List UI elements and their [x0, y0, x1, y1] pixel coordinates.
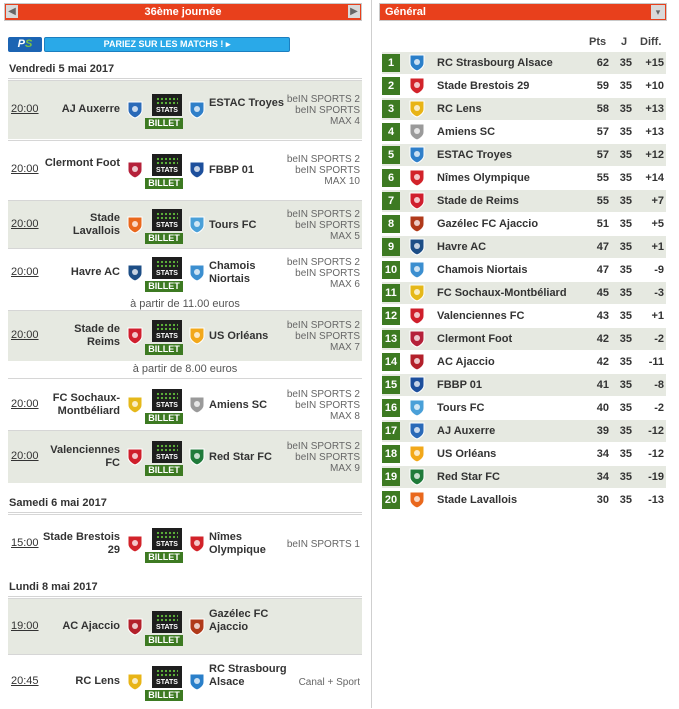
home-team-name[interactable]: AC Ajaccio: [62, 620, 120, 632]
team-points: 57: [596, 126, 609, 138]
match-row: [8, 430, 362, 483]
team-goal-diff: -11: [648, 356, 664, 368]
team-crest-icon: [409, 399, 425, 417]
tv-channel-line: MAX 6: [329, 278, 360, 290]
tv-channels: [287, 441, 360, 474]
standings-dropdown-icon[interactable]: ▾: [651, 5, 665, 19]
billet-button[interactable]: BILLET: [145, 635, 183, 646]
match-time-link[interactable]: 20:00: [11, 450, 39, 462]
team-goal-diff: +5: [651, 218, 664, 230]
team-crest-icon: [409, 123, 425, 141]
away-team-name[interactable]: RC Strasbourg Alsace: [209, 662, 287, 688]
team-played: 35: [619, 356, 632, 368]
team-points: 30: [596, 494, 609, 506]
team-crest-icon: [409, 307, 425, 325]
team-played: 35: [619, 379, 632, 391]
team-goal-diff: -12: [648, 425, 664, 437]
away-team-crest-icon: [189, 327, 205, 345]
tv-channel-line: beIN SPORTS: [295, 164, 360, 176]
team-name[interactable]: Nîmes Olympique: [437, 172, 530, 184]
team-crest-icon: [409, 353, 425, 371]
rank-badge: 12: [382, 307, 400, 325]
team-crest-icon: [409, 422, 425, 440]
rank-badge: 18: [382, 445, 400, 463]
match-time-link[interactable]: 20:00: [11, 398, 39, 410]
tv-channel-line: MAX 7: [329, 341, 360, 353]
home-team-name[interactable]: FC Sochaux-Montbéliard: [52, 392, 120, 417]
team-name[interactable]: ESTAC Troyes: [437, 149, 512, 161]
rank-badge: 15: [382, 376, 400, 394]
rank-badge: 4: [382, 123, 400, 141]
team-points: 51: [596, 218, 609, 230]
rank-badge: 20: [382, 491, 400, 509]
match-row: [8, 200, 362, 249]
team-goal-diff: -19: [648, 471, 664, 483]
standings-row[interactable]: [382, 144, 666, 166]
team-played: 35: [619, 57, 632, 69]
tv-channel-line: beIN SPORTS: [295, 451, 360, 463]
stats-grid-icon: [156, 444, 178, 452]
tv-channel-line: MAX 4: [329, 115, 360, 127]
team-name[interactable]: US Orléans: [437, 448, 497, 460]
team-crest-icon: [409, 192, 425, 210]
tv-channel-line: MAX 8: [329, 410, 360, 422]
match-time-link[interactable]: 20:00: [11, 218, 39, 230]
stats-label: STATS: [156, 541, 178, 548]
rank-badge: 5: [382, 146, 400, 164]
stats-grid-icon: [156, 97, 178, 105]
team-goal-diff: +14: [645, 172, 664, 184]
team-name[interactable]: AC Ajaccio: [437, 356, 495, 368]
standings-row[interactable]: [382, 190, 666, 212]
rank-badge: 16: [382, 399, 400, 417]
standings-panel: [378, 0, 679, 708]
team-played: 35: [619, 264, 632, 276]
team-crest-icon: [409, 468, 425, 486]
match-time-link[interactable]: 19:00: [11, 620, 39, 632]
team-played: 35: [619, 126, 632, 138]
match-row: [8, 80, 362, 139]
team-points: 47: [596, 241, 609, 253]
rank-badge: 11: [382, 284, 400, 302]
rank-badge: 14: [382, 353, 400, 371]
team-points: 34: [596, 448, 609, 460]
team-name[interactable]: Havre AC: [437, 241, 487, 253]
team-points: 41: [596, 379, 609, 391]
team-played: 35: [619, 103, 632, 115]
team-points: 40: [596, 402, 609, 414]
stats-label: STATS: [156, 679, 178, 686]
billet-button[interactable]: BILLET: [145, 233, 183, 244]
date-divider: [8, 512, 362, 513]
team-goal-diff: -13: [648, 494, 664, 506]
previous-matchday-button[interactable]: ◀: [6, 5, 18, 18]
rank-badge: 2: [382, 77, 400, 95]
team-points: 55: [596, 172, 609, 184]
stats-label: STATS: [156, 624, 178, 631]
tv-channel-line: beIN SPORTS: [295, 267, 360, 279]
away-team-name[interactable]: US Orléans: [209, 329, 269, 342]
tv-channel-line: beIN SPORTS: [295, 104, 360, 116]
team-name[interactable]: Amiens SC: [437, 126, 496, 138]
team-played: 35: [619, 149, 632, 161]
tv-channel-line: MAX 9: [329, 462, 360, 474]
stats-label: STATS: [156, 107, 178, 114]
team-crest-icon: [409, 100, 425, 118]
tv-channel-line: beIN SPORTS 2: [286, 319, 360, 331]
team-name[interactable]: RC Lens: [437, 103, 482, 115]
away-team-name[interactable]: Gazélec FC Ajaccio: [209, 607, 269, 633]
team-crest-icon: [409, 376, 425, 394]
tv-channels: [299, 677, 360, 688]
tv-channel-line: beIN SPORTS 2: [286, 388, 360, 400]
matchday-header: [4, 3, 362, 21]
team-name[interactable]: FBBP 01: [437, 379, 483, 391]
rank-badge: 13: [382, 330, 400, 348]
team-name[interactable]: AJ Auxerre: [437, 425, 496, 437]
team-goal-diff: -2: [654, 402, 664, 414]
billet-button[interactable]: BILLET: [145, 690, 183, 701]
standings-row[interactable]: [382, 351, 666, 373]
away-team-crest-icon: [189, 673, 205, 691]
team-played: 35: [619, 241, 632, 253]
match-time-link[interactable]: 20:00: [11, 266, 39, 278]
team-played: 35: [619, 195, 632, 207]
tv-channels: [287, 320, 360, 353]
rank-badge: 6: [382, 169, 400, 187]
panel-divider: [371, 0, 372, 708]
team-crest-icon: [409, 491, 425, 509]
tv-channels: [287, 539, 360, 550]
team-name[interactable]: Chamois Niortais: [437, 264, 528, 276]
tv-channel-line: beIN SPORTS 2: [286, 256, 360, 268]
standings-row[interactable]: [382, 489, 666, 511]
team-crest-icon: [409, 330, 425, 348]
stats-button[interactable]: [152, 320, 182, 342]
home-team-crest-icon: [127, 264, 143, 282]
team-goal-diff: +15: [645, 57, 664, 69]
ps-logo: PS: [8, 37, 42, 52]
column-header-j: J: [621, 36, 628, 48]
match-row: [8, 654, 362, 709]
team-goal-diff: +13: [645, 126, 664, 138]
billet-button[interactable]: BILLET: [145, 118, 183, 129]
home-team-name[interactable]: Valenciennes FC: [50, 444, 120, 469]
team-played: 35: [619, 448, 632, 460]
bet-banner[interactable]: [8, 37, 290, 52]
away-team-name[interactable]: Amiens SC: [209, 398, 268, 411]
away-team-crest-icon: [189, 535, 205, 553]
team-points: 59: [596, 80, 609, 92]
tv-channel-line: beIN SPORTS 2: [286, 440, 360, 452]
stats-button[interactable]: [152, 441, 182, 463]
team-points: 39: [596, 425, 609, 437]
team-goal-diff: +1: [651, 310, 664, 322]
match-row: [8, 514, 362, 573]
team-crest-icon: [409, 54, 425, 72]
stats-label: STATS: [156, 454, 178, 461]
away-team-name[interactable]: FBBP 01: [209, 163, 255, 176]
standings-row[interactable]: [382, 328, 666, 350]
billet-button[interactable]: BILLET: [145, 552, 183, 563]
match-time-link[interactable]: 15:00: [11, 537, 39, 549]
tv-channel-line: beIN SPORTS 2: [286, 93, 360, 105]
away-team-name[interactable]: Chamois Niortais: [209, 260, 256, 285]
stats-button[interactable]: [152, 528, 182, 550]
stats-button[interactable]: [152, 257, 182, 279]
team-played: 35: [619, 425, 632, 437]
stats-label: STATS: [156, 222, 178, 229]
home-team-crest-icon: [127, 327, 143, 345]
standings-row[interactable]: [382, 75, 666, 97]
ticket-price: à partir de 8.00 euros: [132, 363, 238, 375]
standings-row[interactable]: [382, 98, 666, 120]
stats-label: STATS: [156, 402, 178, 409]
team-goal-diff: -2: [654, 333, 664, 345]
team-played: 35: [619, 80, 632, 92]
billet-button[interactable]: BILLET: [145, 281, 183, 292]
stats-grid-icon: [156, 392, 178, 400]
away-team-crest-icon: [189, 264, 205, 282]
match-time-link[interactable]: 20:00: [11, 163, 39, 175]
stats-label: STATS: [156, 333, 178, 340]
stats-grid-icon: [156, 260, 178, 268]
rank-badge: 10: [382, 261, 400, 279]
stats-grid-icon: [156, 157, 178, 165]
home-team-name[interactable]: Havre AC: [70, 266, 120, 278]
away-team-name[interactable]: Red Star FC: [209, 450, 272, 463]
home-team-crest-icon: [127, 673, 143, 691]
team-goal-diff: +12: [645, 149, 664, 161]
team-name[interactable]: FC Sochaux-Montbéliard: [437, 287, 567, 299]
match-row: [8, 140, 362, 199]
column-header-pts: Pts: [589, 36, 607, 48]
team-played: 35: [619, 287, 632, 299]
rank-badge: 7: [382, 192, 400, 210]
away-team-crest-icon: [189, 618, 205, 636]
standings-row[interactable]: [382, 52, 666, 74]
team-name[interactable]: Stade Brestois 29: [437, 80, 530, 92]
team-name[interactable]: Clermont Foot: [437, 333, 513, 345]
team-played: 35: [619, 310, 632, 322]
team-goal-diff: +10: [645, 80, 664, 92]
tv-channels: [287, 257, 360, 290]
bet-banner-label[interactable]: PARIEZ SUR LES MATCHS ! ▸: [44, 37, 290, 52]
matchday-title: 36ème journée: [144, 6, 222, 18]
tv-channel-line: MAX 5: [329, 230, 360, 242]
tv-channels: [287, 94, 360, 127]
rank-badge: 9: [382, 238, 400, 256]
team-crest-icon: [409, 238, 425, 256]
standings-row[interactable]: [382, 236, 666, 258]
billet-button[interactable]: BILLET: [145, 465, 183, 476]
match-row: [8, 598, 362, 655]
stats-button[interactable]: [152, 154, 182, 176]
tv-channel-line: Canal + Sport: [298, 676, 360, 688]
team-played: 35: [619, 494, 632, 506]
team-name[interactable]: Gazélec FC Ajaccio: [437, 218, 539, 230]
team-name[interactable]: Valenciennes FC: [437, 310, 525, 322]
home-team-crest-icon: [127, 216, 143, 234]
team-crest-icon: [409, 445, 425, 463]
team-points: 43: [596, 310, 609, 322]
standings-row[interactable]: [382, 282, 666, 304]
stats-grid-icon: [156, 614, 178, 622]
home-team-crest-icon: [127, 161, 143, 179]
standings-row[interactable]: [382, 374, 666, 396]
tv-channels: [287, 209, 360, 242]
team-name[interactable]: Red Star FC: [437, 471, 500, 483]
home-team-name[interactable]: Clermont Foot: [44, 157, 120, 169]
tv-channel-line: beIN SPORTS: [295, 219, 360, 231]
match-time-link[interactable]: 20:45: [11, 675, 39, 687]
standings-header[interactable]: [379, 3, 667, 21]
stats-label: STATS: [156, 167, 178, 174]
billet-button[interactable]: BILLET: [145, 413, 183, 424]
team-name[interactable]: Tours FC: [437, 402, 485, 414]
tv-channel-line: beIN SPORTS 2: [286, 153, 360, 165]
standings-row[interactable]: [382, 466, 666, 488]
team-crest-icon: [409, 77, 425, 95]
team-crest-icon: [409, 284, 425, 302]
billet-button[interactable]: BILLET: [145, 344, 183, 355]
standings-row[interactable]: [382, 443, 666, 465]
match-row: [8, 310, 362, 361]
team-goal-diff: -8: [654, 379, 664, 391]
team-played: 35: [619, 402, 632, 414]
team-goal-diff: -9: [654, 264, 664, 276]
team-points: 57: [596, 149, 609, 161]
standings-row[interactable]: [382, 121, 666, 143]
match-time-link[interactable]: 20:00: [11, 103, 39, 115]
home-team-name[interactable]: Stade Brestois 29: [42, 531, 120, 556]
standings-row[interactable]: [382, 259, 666, 281]
team-points: 42: [596, 356, 609, 368]
home-team-name[interactable]: RC Lens: [75, 675, 120, 687]
stats-button[interactable]: [152, 666, 182, 688]
date-divider: [8, 596, 362, 597]
column-header-diff: Diff.: [640, 36, 662, 48]
team-crest-icon: [409, 261, 425, 279]
team-played: 35: [619, 333, 632, 345]
tv-channels: [287, 389, 360, 422]
ticket-price: à partir de 11.00 euros: [130, 298, 240, 310]
team-points: 45: [596, 287, 609, 299]
team-played: 35: [619, 218, 632, 230]
next-matchday-button[interactable]: ▶: [348, 5, 360, 18]
away-team-crest-icon: [189, 448, 205, 466]
standings-row[interactable]: [382, 397, 666, 419]
standings-row[interactable]: [382, 305, 666, 327]
home-team-name[interactable]: AJ Auxerre: [61, 103, 120, 115]
rank-badge: 19: [382, 468, 400, 486]
tv-channel-line: beIN SPORTS 1: [286, 538, 360, 550]
team-points: 47: [596, 264, 609, 276]
stats-button[interactable]: [152, 209, 182, 231]
rank-badge: 17: [382, 422, 400, 440]
standings-row[interactable]: [382, 167, 666, 189]
rank-badge: 1: [382, 54, 400, 72]
home-team-name[interactable]: Stade de Reims: [74, 323, 120, 348]
tv-channel-line: MAX 10: [324, 175, 360, 187]
away-team-crest-icon: [189, 396, 205, 414]
stats-grid-icon: [156, 323, 178, 331]
date-heading: Samedi 6 mai 2017: [9, 497, 107, 509]
team-goal-diff: +7: [651, 195, 664, 207]
home-team-crest-icon: [127, 535, 143, 553]
team-goal-diff: +13: [645, 103, 664, 115]
match-row: [8, 248, 362, 297]
stats-button[interactable]: [152, 94, 182, 116]
tv-channel-line: beIN SPORTS: [295, 399, 360, 411]
team-played: 35: [619, 172, 632, 184]
away-team-crest-icon: [189, 101, 205, 119]
billet-button[interactable]: BILLET: [145, 178, 183, 189]
tv-channel-line: beIN SPORTS: [295, 330, 360, 342]
home-team-name[interactable]: Stade Lavallois: [72, 212, 120, 237]
stats-button[interactable]: [152, 389, 182, 411]
away-team-name[interactable]: Nîmes Olympique: [209, 531, 266, 556]
home-team-crest-icon: [127, 396, 143, 414]
team-points: 55: [596, 195, 609, 207]
away-team-name[interactable]: Tours FC: [209, 218, 257, 231]
team-goal-diff: -3: [654, 287, 664, 299]
tv-channel-line: beIN SPORTS 2: [286, 208, 360, 220]
team-points: 42: [596, 333, 609, 345]
home-team-crest-icon: [127, 101, 143, 119]
stats-grid-icon: [156, 212, 178, 220]
date-heading: Lundi 8 mai 2017: [9, 581, 98, 593]
home-team-crest-icon: [127, 618, 143, 636]
team-points: 58: [596, 103, 609, 115]
match-row: [8, 378, 362, 431]
standings-title: Général: [385, 6, 426, 18]
team-points: 34: [596, 471, 609, 483]
away-team-crest-icon: [189, 216, 205, 234]
team-points: 62: [596, 57, 609, 69]
team-name[interactable]: RC Strasbourg Alsace: [437, 57, 553, 69]
date-divider: [8, 78, 362, 79]
team-crest-icon: [409, 169, 425, 187]
match-time-link[interactable]: 20:00: [11, 329, 39, 341]
stats-grid-icon: [156, 669, 178, 677]
team-crest-icon: [409, 215, 425, 233]
tv-channels: [287, 154, 360, 187]
standings-row[interactable]: [382, 420, 666, 442]
away-team-crest-icon: [189, 161, 205, 179]
team-crest-icon: [409, 146, 425, 164]
standings-row[interactable]: [382, 213, 666, 235]
team-goal-diff: +1: [651, 241, 664, 253]
stats-label: STATS: [156, 270, 178, 277]
team-played: 35: [619, 471, 632, 483]
rank-badge: 3: [382, 100, 400, 118]
rank-badge: 8: [382, 215, 400, 233]
team-name[interactable]: Stade Lavallois: [437, 494, 518, 506]
stats-button[interactable]: [152, 611, 182, 633]
team-goal-diff: -12: [648, 448, 664, 460]
away-team-name[interactable]: ESTAC Troyes: [209, 97, 284, 109]
team-name[interactable]: Stade de Reims: [437, 195, 519, 207]
stats-grid-icon: [156, 531, 178, 539]
date-heading: Vendredi 5 mai 2017: [9, 63, 115, 75]
home-team-crest-icon: [127, 448, 143, 466]
